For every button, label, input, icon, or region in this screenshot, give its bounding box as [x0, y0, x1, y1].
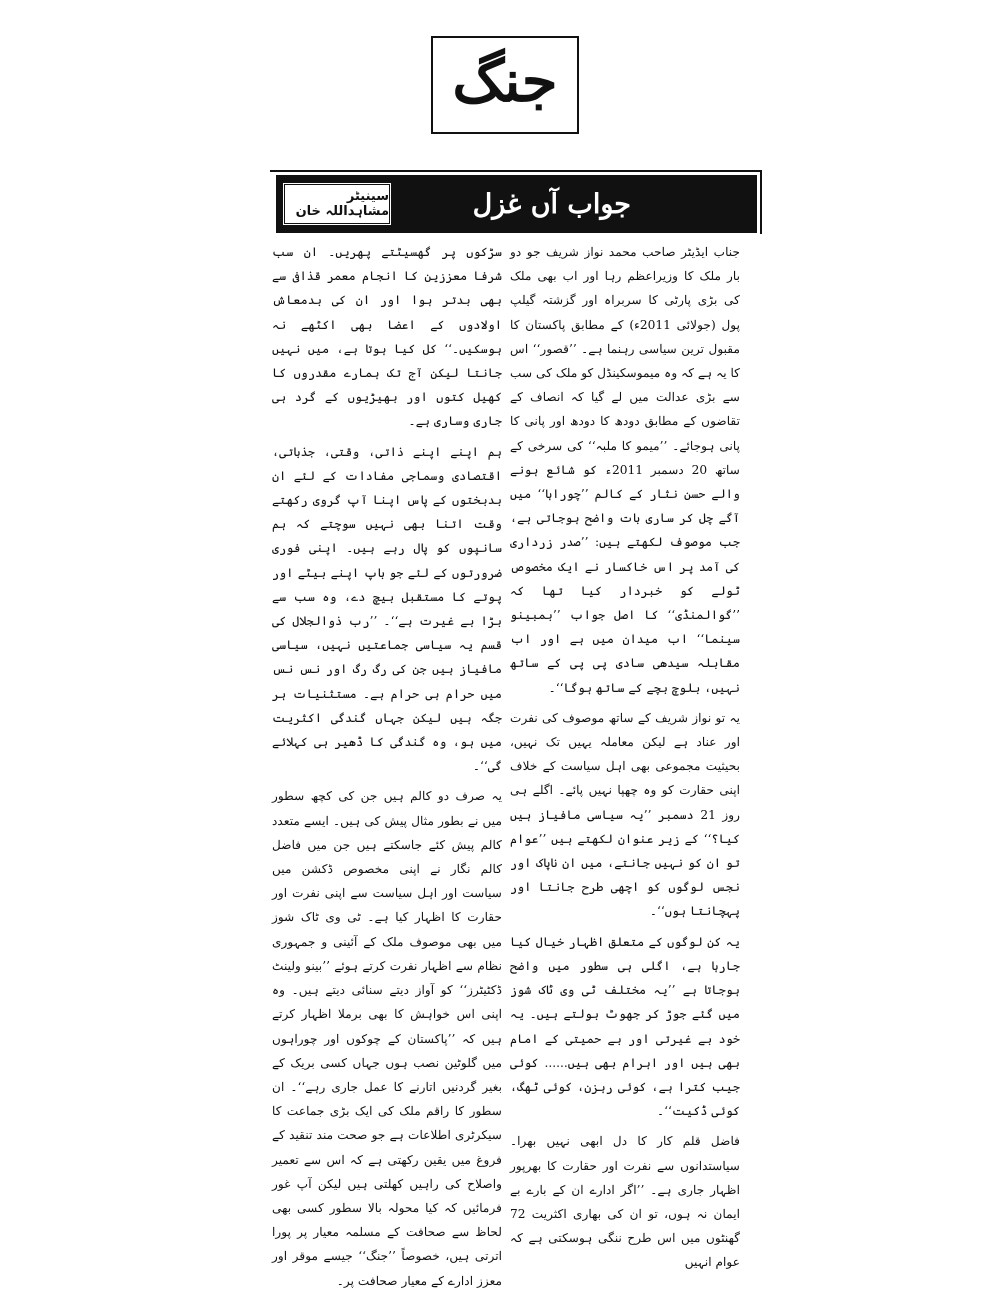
paragraph: یہ کن لوگوں کے متعلق اظہار خیال کیا جارہا ہے، اگلی ہی سطور میں واضح ہوجاتا ہے ’’یہ مختلف ٹی وی ٹاک شوز میں گئے جوڑ کر جھوٹ بولتے ہیں۔ یہ خود بے غیرتی اور بے حمیتی کے امام بھی ہیں اور اہرام بھی ہیں...... کوئی جیب کترا ہے، کوئی رہزن، کوئی ٹھگ، کوئی ڈکیت‘‘۔	[510, 934, 740, 1119]
byline: سینیٹر مشاہداللہ خان	[295, 189, 389, 219]
article-title: جواب آں غزل	[472, 188, 631, 220]
paragraph: فاضل قلم کار کا دل ابھی نہیں بھرا۔ سیاستدانوں سے نفرت اور حقارت کا بھرپور اظہار جاری ہے۔ ’’اگر ادارے ان کے بارے بے ایمان نہ ہوں، تو ان کی بھاری اکثریت 72 گھنٹوں میں اس طرح ننگی ہوسکتی ہے کہ عوام انہیں	[510, 1134, 740, 1270]
byline-box	[282, 182, 392, 226]
paragraph: یہ صرف دو کالم ہیں جن کی کچھ سطور میں نے بطور مثال پیش کی ہیں۔ ایسے متعدد کالم پیش کئے جاسکتے ہیں جن میں فاضل کالم نگار نے اپنی مخصوص ڈکشن میں سیاست اور اہل سیاست سے اپنی نفرت اور حقارت کا اظہار کیا ہے۔ ٹی وی ٹاک شوز میں بھی موصوف ملک کے آئینی و جمہوری نظام سے اظہار نفرت کرتے ہوئے ’’بینو ولینٹ ڈکٹیٹرز‘‘ کو آواز دیتے سنائی دیتے ہیں۔ وہ اپنی اس خواہش کا بھی برملا اظہار کرتے ہیں کہ ’’پاکستان کے چوکوں اور چوراہوں میں گلوٹین نصب ہوں جہاں کسی بریک کے بغیر گردنیں اتارنے کا عمل جاری رہے‘‘۔ ان سطور کا راقم ملک کی ایک بڑی جماعت کا سیکرٹری اطلاعات ہے جو صحت مند تنقید کے فروغ میں یقین رکھتی ہے کہ اس سے تعمیر واصلاح کی راہیں کھلتی ہیں لیکن آپ غور فرمائیں کہ کیا محولہ بالا سطور کسی بھی لحاظ سے صحافت کے مسلمہ معیار پر پورا اترتی ہیں، خصوصاً ’’جنگ‘‘ جیسے موقر اور معزز ادارے کے معیار صحافت پر۔	[272, 789, 502, 1288]
paragraph: سڑکوں پر گھسیٹتے پھریں۔ ان سب شرفا معززین کا انجام معمر قذافی سے بھی بدتر ہوا اور ان کی بدمعاش اولادوں کے اعضا بھی اکٹھے نہ ہوسکیں۔‘‘ کل کیا ہوتا ہے، میں نہیں جانتا لیکن آج تک ہمارے مقدروں کا کھیل کتوں اور بھیڑیوں کے گرد ہی جاری وساری ہے۔	[272, 245, 502, 429]
article-header	[276, 175, 757, 233]
frame-rule-top	[270, 170, 761, 172]
paragraph: یہ تو نواز شریف کے ساتھ موصوف کی نفرت اور عناد ہے لیکن معاملہ یہیں تک نہیں، بحیثیت مجموعی بھی اہل سیاست کے خلاف اپنی حقارت کو وہ چھپا نہیں پائے۔ اگلے ہی روز 21 دسمبر ’’یہ سیاسی مافیاز ہیں کیا؟‘‘ کے زیر عنوان لکھتے ہیں ’’عوام تو ان کو نہیں جانتے، میں ان ناپاک اور نجس لوگوں کو اچھی طرح جانتا اور پہچانتا ہوں‘‘۔	[510, 710, 741, 919]
article-column-left	[272, 240, 502, 1288]
frame-rule-side	[760, 170, 762, 234]
masthead-logo	[431, 36, 579, 134]
logo-text: جنگ	[452, 47, 558, 115]
paragraph: جناب ایڈیٹر صاحب محمد نواز شریف جو دو بار ملک کا وزیراعظم رہا اور اب بھی ملک کی بڑی پارٹی کا سربراہ اور گزشتہ گیلپ پول (جولائی 2011ء) کے مطابق پاکستان کا مقبول ترین سیاسی رہنما ہے۔ ’’قصور‘‘ اس کا یہ ہے کہ وہ میموسکینڈل کو ملک کی سب سے بڑی عدالت میں لے گیا کہ انصاف کے تقاضوں کے مطابق دودھ کا دودھ اور پانی کا پانی ہوجائے۔ ’’میمو کا ملبہ‘‘ کی سرخی کے ساتھ 20 دسمبر 2011ء کو شائع ہونے والے حسن نثار کے کالم ’’چوراہا‘‘ میں آگے چل کر ساری بات واضح ہوجاتی ہے، جب موصوف لکھتے ہیں: ’’صدر زرداری کی آمد پر اس خاکسار نے ایک مخصوص ٹولے کو خبردار کیا تھا کہ ’’گوالمنڈی‘‘ کا اصل جواب ’’بمبینو سینما‘‘ اب میدان میں ہے اور اب مقابلہ سیدھی سادی پی پی کے ساتھ نہیں، بلوچ بچے کے ساتھ ہوگا‘‘۔	[510, 245, 740, 695]
paragraph: ہم اپنے اپنے ذاتی، وقتی، جذباتی، اقتصادی وسماجی مفادات کے لئے ان بدبختوں کے پاس اپنا آپ گروی رکھتے وقت اتنا بھی نہیں سوچتے کہ ہم سانپوں کو پال رہے ہیں۔ اپنی فوری ضرورتوں کے لئے جو باپ اپنے بیٹے اور پوتے کا مستقبل بیچ دے، وہ سب سے بڑا بے غیرت ہے‘‘۔ ’’رب ذوالجلال کی قسم یہ سیاسی جماعتیں نہیں، سیاسی مافیاز ہیں جن کی رگ رگ اور نس نس میں حرام ہی حرام ہے۔ مستثنیات ہر جگہ ہیں لیکن جہاں گندگی اکثریت میں ہو، وہ گندگی کا ڈھیر ہی کہلائے گی‘‘۔	[272, 444, 502, 774]
article-column-right	[510, 240, 741, 1270]
